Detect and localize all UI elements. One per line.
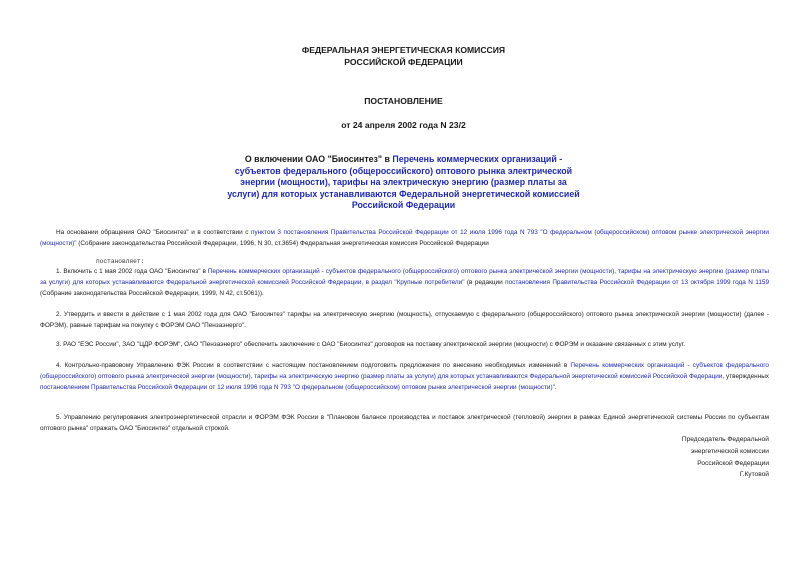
paragraph-2: 2. Утвердить и ввести в действие с 1 мая 2002 года для ОАО "Биосинтез" тарифы на электрическую энергию (мощность), отпускаемую с федерального (общероссийского) оптового рынка электрической энергии (мощности) (далее - ФОРЭМ), равные тарифам на покупку с ФОРЭМ ОАО "Пензаэнерго". xyxy=(40,311,769,329)
preamble-text-1: На основании обращения ОАО "Биосинтез" и в соответствии с xyxy=(56,229,251,236)
signature-line-2: энергетической комиссии xyxy=(690,447,769,455)
p4-text-1: 4. Контрольно-правовому Управлению ФЭК России в соответствии с настоящим постановлением подготовить предложения по внесению необходимых изменений в xyxy=(56,362,571,369)
p4-text-2: , утвержденных xyxy=(722,372,770,380)
preamble-text-2: (Собрание законодательства Российской Федерации, 1996, N 30, ст.3654) Федеральная энергетическая комиссия Российской Федерации xyxy=(76,239,489,247)
document-title xyxy=(225,154,582,212)
preamble xyxy=(40,228,769,250)
signature-line-3: Российской Федерации xyxy=(697,459,769,467)
preamble-link[interactable]: пунктом 3 постановления Правительства Российской Федерации от 12 июля 1996 года N 793 "О федеральном (общероссийском) оптовом рынке электрической энергии (мощности)" xyxy=(40,229,769,247)
p1-text-2: (в редакции xyxy=(464,278,506,286)
paragraph-4 xyxy=(40,361,769,394)
issuer-line-1: ФЕДЕРАЛЬНАЯ ЭНЕРГЕТИЧЕСКАЯ КОМИССИЯ xyxy=(301,45,506,55)
paragraph-1 xyxy=(40,267,769,300)
title-prefix: О включении ОАО "Биосинтез" в xyxy=(244,154,393,164)
paragraph-5: 5. Управлению регулирования электроэнергетической отрасли и ФОРЭМ ФЭК России в "Плановом балансе производства и поставок электрической (тепловой) энергии в рамках Единой энергетической системы России по субъектам оптового рынка" отражать ОАО "Биосинтез" отдельной строкой. xyxy=(40,414,769,432)
p1-link-1[interactable]: Перечень коммерческих организаций - субъектов федерального (общероссийского) оптового рынка электрической энергии (мощности), тарифы на электрическую энергию (размер платы за услуги) для которых устанавливаются Федеральной энергетической комиссией Российской Федерации, в раздел "Крупные потребители" xyxy=(40,268,769,286)
resolves-label: постановляет: xyxy=(96,258,145,265)
p4-link-1[interactable]: Перечень коммерческих организаций - субъектов федерального (общероссийского) оптового рынка электрической энергии (мощности), тарифы на электрическую энергию (размер платы за услуги) для которых устанавливаются Федеральной энергетической комиссией Российской Федерации xyxy=(40,362,769,380)
signature-name: Г.Кутовой xyxy=(739,471,769,479)
p1-link-2[interactable]: постановления Правительства Российской Федерации от 13 октября 1999 года N 1159 xyxy=(505,278,769,286)
p4-text-3: . xyxy=(554,383,557,391)
title-link[interactable]: Перечень коммерческих организаций - субъектов федерального (общероссийского) оптового рынка электрической энергии (мощности), тарифы на электрическую энергию (размер платы за услуги) для которых устанавливаются Федеральной энергетической комиссией Российской Федерации xyxy=(227,154,580,211)
document-date: от 24 апреля 2002 года N 23/2 xyxy=(341,120,466,130)
p1-text-3: (Собрание законодательства Российской Федерации, 1999, N 42, ст.5061)). xyxy=(40,289,264,297)
document-type: ПОСТАНОВЛЕНИЕ xyxy=(364,96,443,106)
signature-line-1: Председатель Федеральной xyxy=(681,436,769,443)
issuer-line-2: РОССИЙСКОЙ ФЕДЕРАЦИИ xyxy=(344,57,463,67)
signature-block xyxy=(682,434,769,481)
p1-text-1: 1. Включить с 1 мая 2002 года ОАО "Биосинтез" в xyxy=(56,268,208,275)
p4-link-2[interactable]: постановлением Правительства Российской Федерации от 12 июля 1996 года N 793 "О федеральном (общероссийском) оптовом рынке электрической энергии (мощности)" xyxy=(40,383,555,391)
paragraph-3: 3. РАО "ЕЭС России", ЗАО "ЦДР ФОРЭМ", ОАО "Пензаэнерго" обеспечить заключение с ОАО "Биосинтез" договоров на поставку электрической энергии (мощности) с ФОРЭМ и оказание связанных с этим услуг. xyxy=(56,341,686,348)
